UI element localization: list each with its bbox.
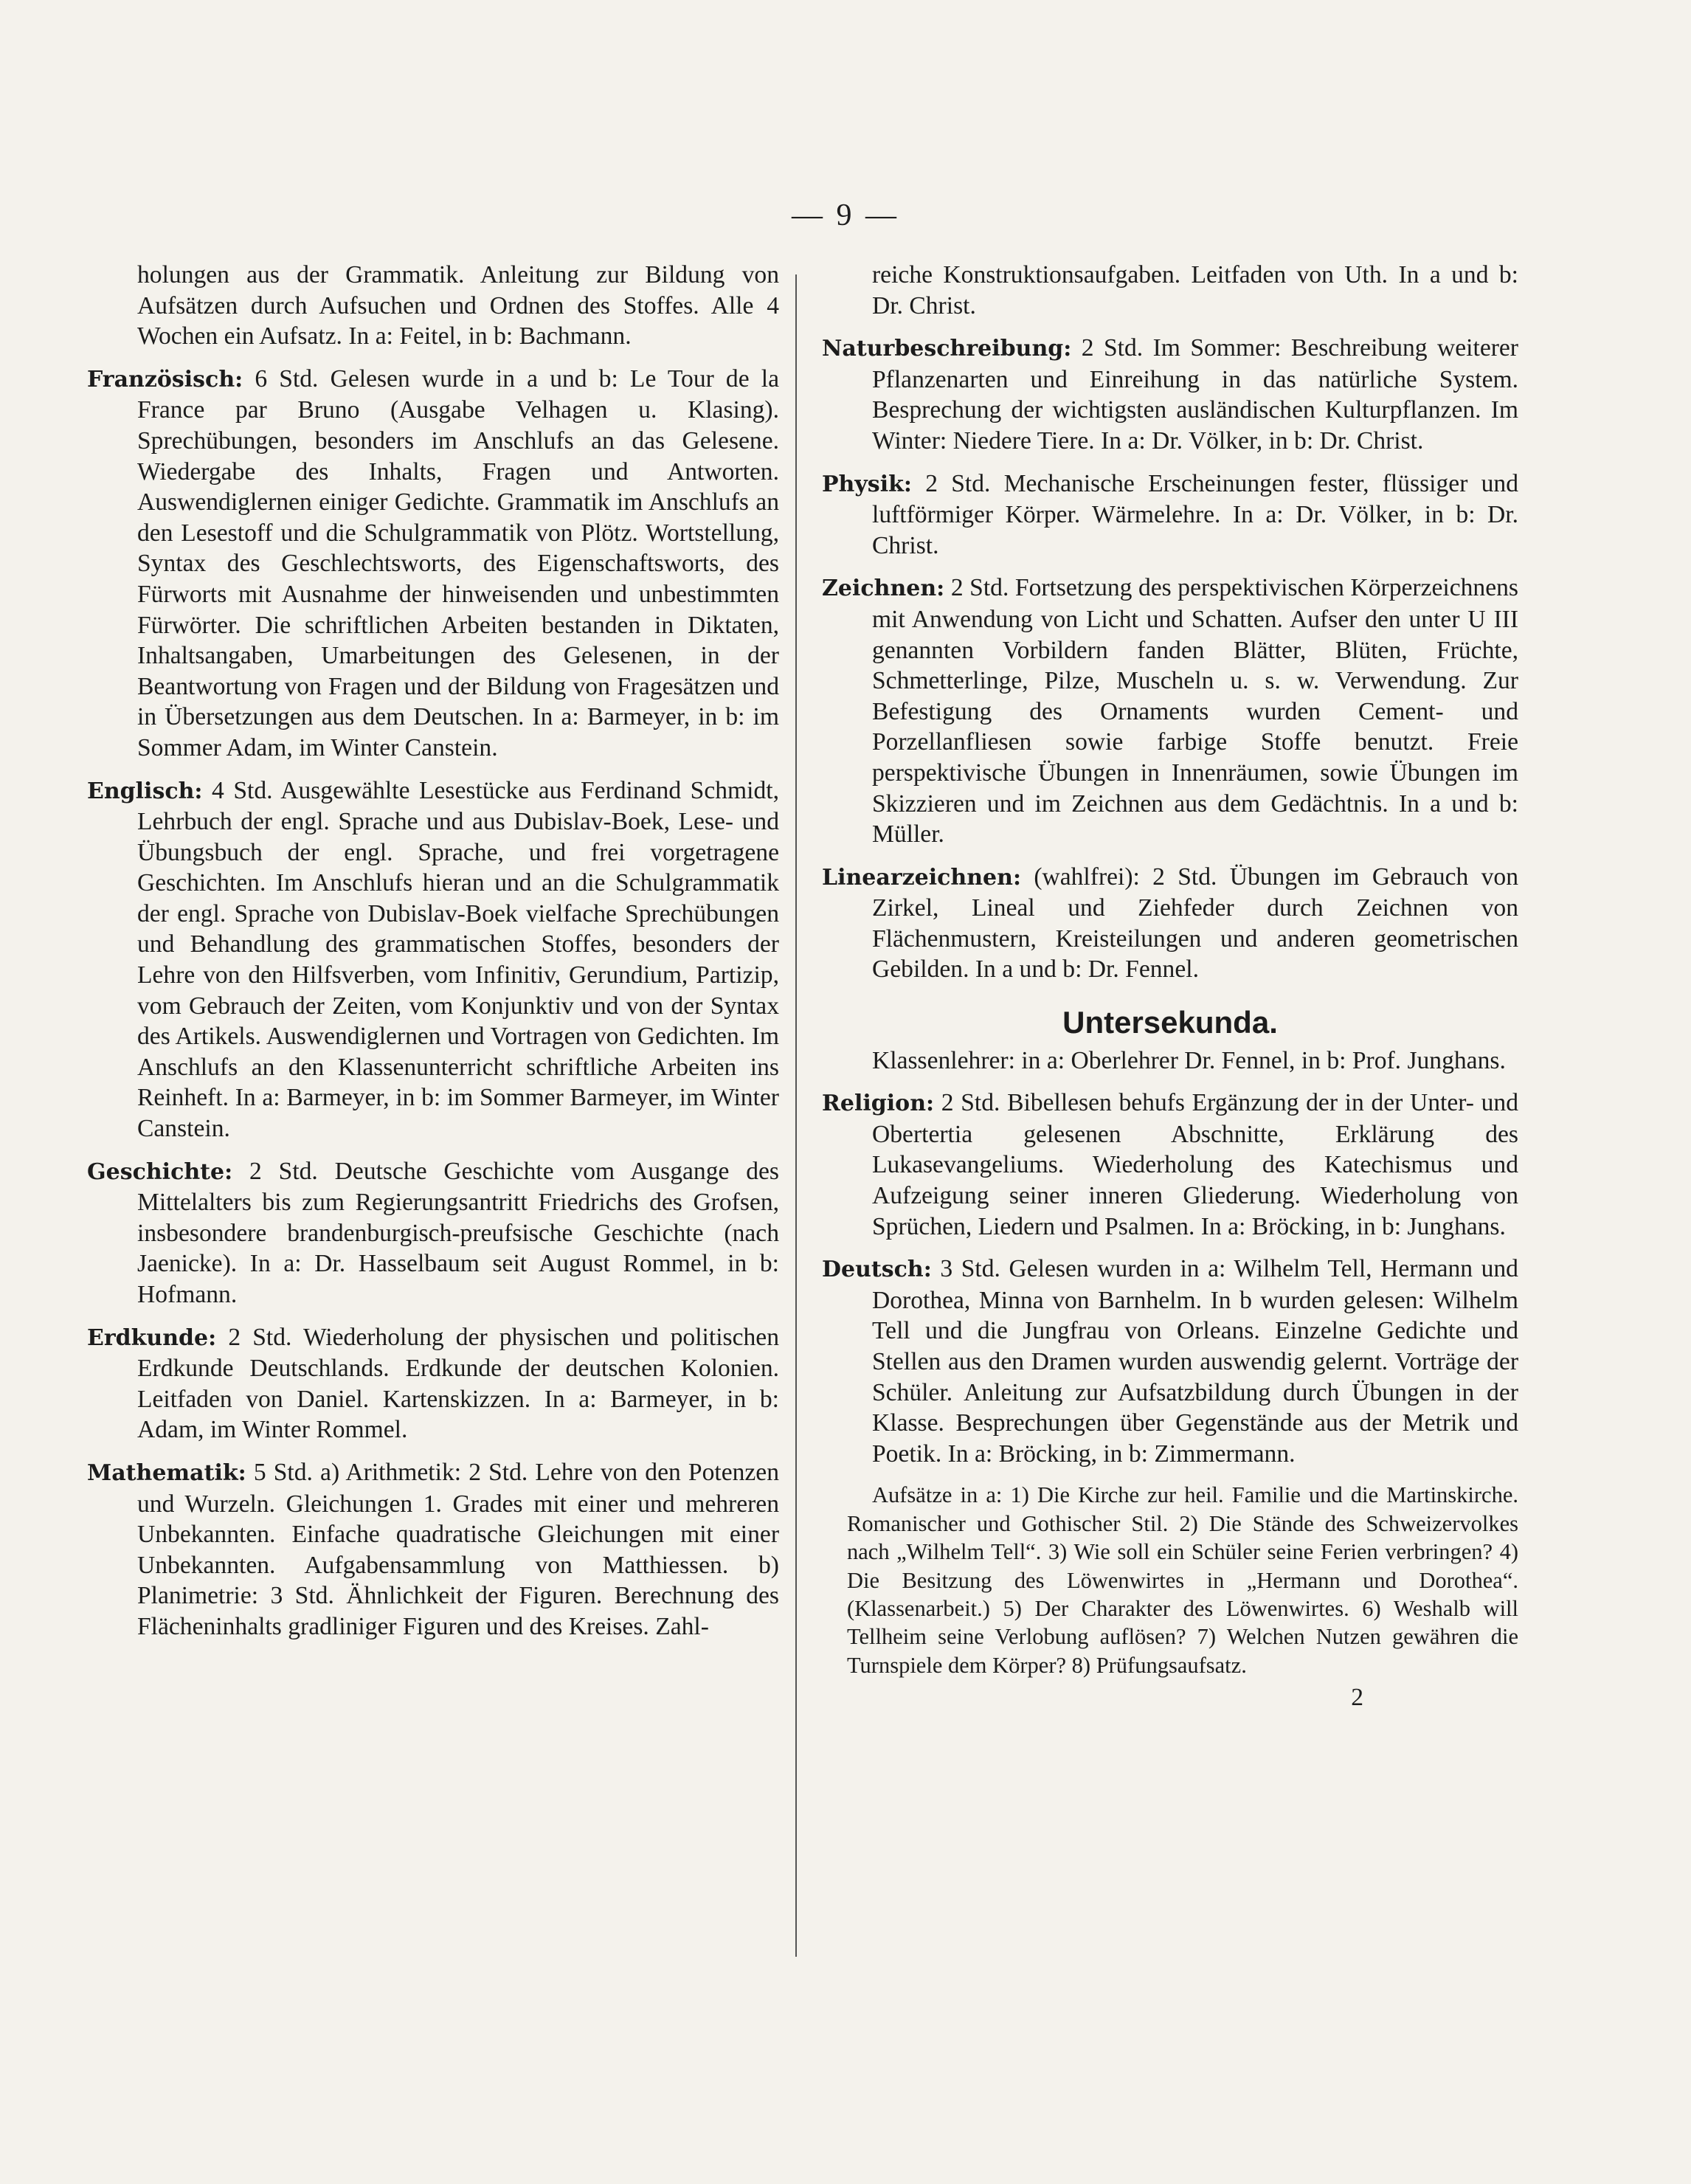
paragraph-zeichnen: Zeichnen: 2 Std. Fortsetzung des perspektivischen Körperzeichnens mit Anwendung von Licht und Schatten. Aufser den unter U III genannten Vorbildern fanden Blätter, Blüten, Früchte, Schmetterlinge, Pilze, Muscheln u. s. w. Verwendung. Zur Befestigung des Ornaments wurden Cement- und Porzellanfliesen sowie farbige Stoffe benutzt. Freie perspektivische Übungen in Innenräumen, sowie Übungen im Skizzieren und im Zeichnen aus dem Gedächtnis. In a und b: Müller. xyxy=(822,574,1518,849)
essay-topics: Aufsätze in a: 1) Die Kirche zur heil. Familie und die Martinskirche. Romanischer und Gothischer Stil. 2) Die Stände des Schweizervolkes nach „Wilhelm Tell“. 3) Wie soll ein Schüler seine Ferien verbringen? 4) Die Besitzung des Löwenwirtes in „Hermann und Dorothea“. (Klassenarbeit.) 5) Der Charakter des Löwenwirtes. 6) Weshalb will Tellheim seine Verlobung auflösen? 7) Welchen Nutzen gewähren die Turnspiele dem Körper? 8) Prüfungsaufsatz. xyxy=(847,1482,1518,1678)
paragraph-continuation: reiche Konstruktionsaufgaben. Leitfaden von Uth. In a und b: Dr. Christ. xyxy=(872,261,1518,319)
paragraph-religion: Religion: 2 Std. Bibellesen behufs Ergänzung der in der Unter- und Obertertia gelesenen Abschnitte, Erklärung des Lukasevangeliums. Wiederholung des Katechismus und Aufzeigung seiner inneren Gliederung. Wiederholung von Sprüchen, Liedern und Psalmen. In a: Bröcking, in b: Junghans. xyxy=(822,1089,1518,1240)
subject-heading: Mathematik: xyxy=(87,1459,246,1486)
paragraph-mathematik: Mathematik: 5 Std. a) Arithmetik: 2 Std. Lehre von den Potenzen und Wurzeln. Gleichungen 1. Grades mit einer und mehreren Unbekannten. Einfache quadratische Gleichungen mit einer Unbekannten. Aufgabensammlung von Matthiessen. b) Planimetrie: 3 Std. Ähnlichkeit der Figuren. Berechnung des Flächeninhalts gradliniger Figuren und des Kreises. Zahl- xyxy=(87,1458,779,1640)
subject-heading: Naturbeschreibung: xyxy=(822,336,1072,362)
subject-heading: Physik: xyxy=(822,471,912,497)
subject-heading: Geschichte: xyxy=(87,1158,233,1185)
signature-mark: 2 xyxy=(1351,1684,1363,1712)
class-teacher-line: Klassenlehrer: in a: Oberlehrer Dr. Fennel, in b: Prof. Junghans. xyxy=(872,1046,1506,1074)
paragraph-erdkunde: Erdkunde: 2 Std. Wiederholung der physischen und politischen Erdkunde Deutschlands. Erdkunde der deutschen Kolonien. Leitfaden von Daniel. Kartenskizzen. In a: Barmeyer, in b: Adam, im Winter Rommel. xyxy=(87,1323,779,1444)
paragraph-naturbeschreibung: Naturbeschreibung: 2 Std. Im Sommer: Beschreibung weiterer Pflanzenarten und Einreihung in das natürliche System. Besprechung der wichtigsten ausländischen Kulturpflanzen. Im Winter: Niedere Tiere. In a: Dr. Völker, in b: Dr. Christ. xyxy=(822,334,1518,455)
subject-heading: Linearzeichnen: xyxy=(822,864,1022,891)
subject-heading: Religion: xyxy=(822,1091,935,1117)
left-column xyxy=(87,260,779,1654)
paragraph-continuation: holungen aus der Grammatik. Anleitung zur Bildung von Aufsätzen durch Aufsuchen und Ordnen des Stoffes. Alle 4 Wochen ein Aufsatz. In a: Feitel, in b: Bachmann. xyxy=(137,261,779,350)
right-column xyxy=(822,260,1518,1713)
paragraph-deutsch: Deutsch: 3 Std. Gelesen wurden in a: Wilhelm Tell, Hermann und Dorothea, Minna von Barnhelm. In b wurden gelesen: Wilhelm Tell und die Jungfrau von Orleans. Einzelne Gedichte und Stellen aus den Dramen wurden auswendig gelernt. Vorträge der Schüler. Anleitung zur Aufsatzbildung durch Übungen in der Klasse. Besprechungen über Gegenstände aus der Metrik und Poetik. In a: Bröcking, in b: Zimmermann. xyxy=(822,1255,1518,1468)
paragraph-englisch: Englisch: 4 Std. Ausgewählte Lesestücke aus Ferdinand Schmidt, Lehrbuch der engl. Sprache und aus Dubislav-Boek, Lese- und Übungsbuch der engl. Sprache, und frei vorgetragene Geschichten. Im Anschlufs hieran und an die Schulgrammatik der engl. Sprache von Dubislav-Boek vielfache Sprechübungen und Behandlung des grammatischen Stoffes, besonders der Lehre von den Hilfsverben, vom Infinitiv, Gerundium, Partizip, vom Gebrauch der Zeiten, vom Konjunktiv und von der Syntax des Artikels. Auswendiglernen und Vortragen von Gedichten. Im Anschlufs an den Klassenunterricht schriftliche Arbeiten ins Reinheft. In a: Barmeyer, in b: im Sommer Barmeyer, im Winter Canstein. xyxy=(87,776,779,1143)
subject-heading: Zeichnen: xyxy=(822,576,945,602)
subject-heading: Französisch: xyxy=(87,366,243,393)
subject-heading: Deutsch: xyxy=(822,1257,932,1283)
paragraph-linearzeichnen: Linearzeichnen: (wahlfrei): 2 Std. Übungen im Gebrauch von Zirkel, Lineal und Ziehfeder durch Zeichnen von Flächenmustern, Kreisteilungen und anderen geometrischen Gebilden. In a und b: Dr. Fennel. xyxy=(822,863,1518,984)
paragraph-physik: Physik: 2 Std. Mechanische Erscheinungen fester, flüssiger und luftförmiger Körper. Wärmelehre. In a: Dr. Völker, in b: Dr. Christ. xyxy=(822,469,1518,559)
section-title: Untersekunda. xyxy=(1062,1005,1278,1040)
paragraph-franzoesisch: Französisch: 6 Std. Gelesen wurde in a und b: Le Tour de la France par Bruno (Ausgabe Velhagen u. Klasing). Sprechübungen, besonders im Anschlufs an das Gelesene. Wiedergabe des Inhalts, Fragen und Antworten. Auswendiglernen einiger Gedichte. Grammatik im Anschlufs an den Lesestoff und die Schulgrammatik von Plötz. Wortstellung, Syntax des Geschlechtsworts, des Eigenschaftsworts, des Fürworts mit Ausnahme der hinweisenden und unbestimmten Fürwörter. Die schriftlichen Arbeiten bestanden in Diktaten, Inhaltsangaben, Umarbeitungen des Gelesenen, in der Beantwortung von Fragen und der Bildung von Fragesätzen und in Übersetzungen aus dem Deutschen. In a: Barmeyer, in b: im Sommer Adam, im Winter Canstein. xyxy=(87,364,779,761)
subject-heading: Erdkunde: xyxy=(87,1324,217,1351)
column-divider xyxy=(795,274,797,1957)
paragraph-geschichte: Geschichte: 2 Std. Deutsche Geschichte vom Ausgange des Mittelalters bis zum Regierungsantritt Friedrichs des Grofsen, insbesondere brandenburgisch-preufsische Geschichte (nach Jaenicke). In a: Dr. Hasselbaum seit August Rommel, in b: Hofmann. xyxy=(87,1157,779,1308)
page-number: — 9 — xyxy=(792,198,899,232)
subject-heading: Englisch: xyxy=(87,778,203,804)
